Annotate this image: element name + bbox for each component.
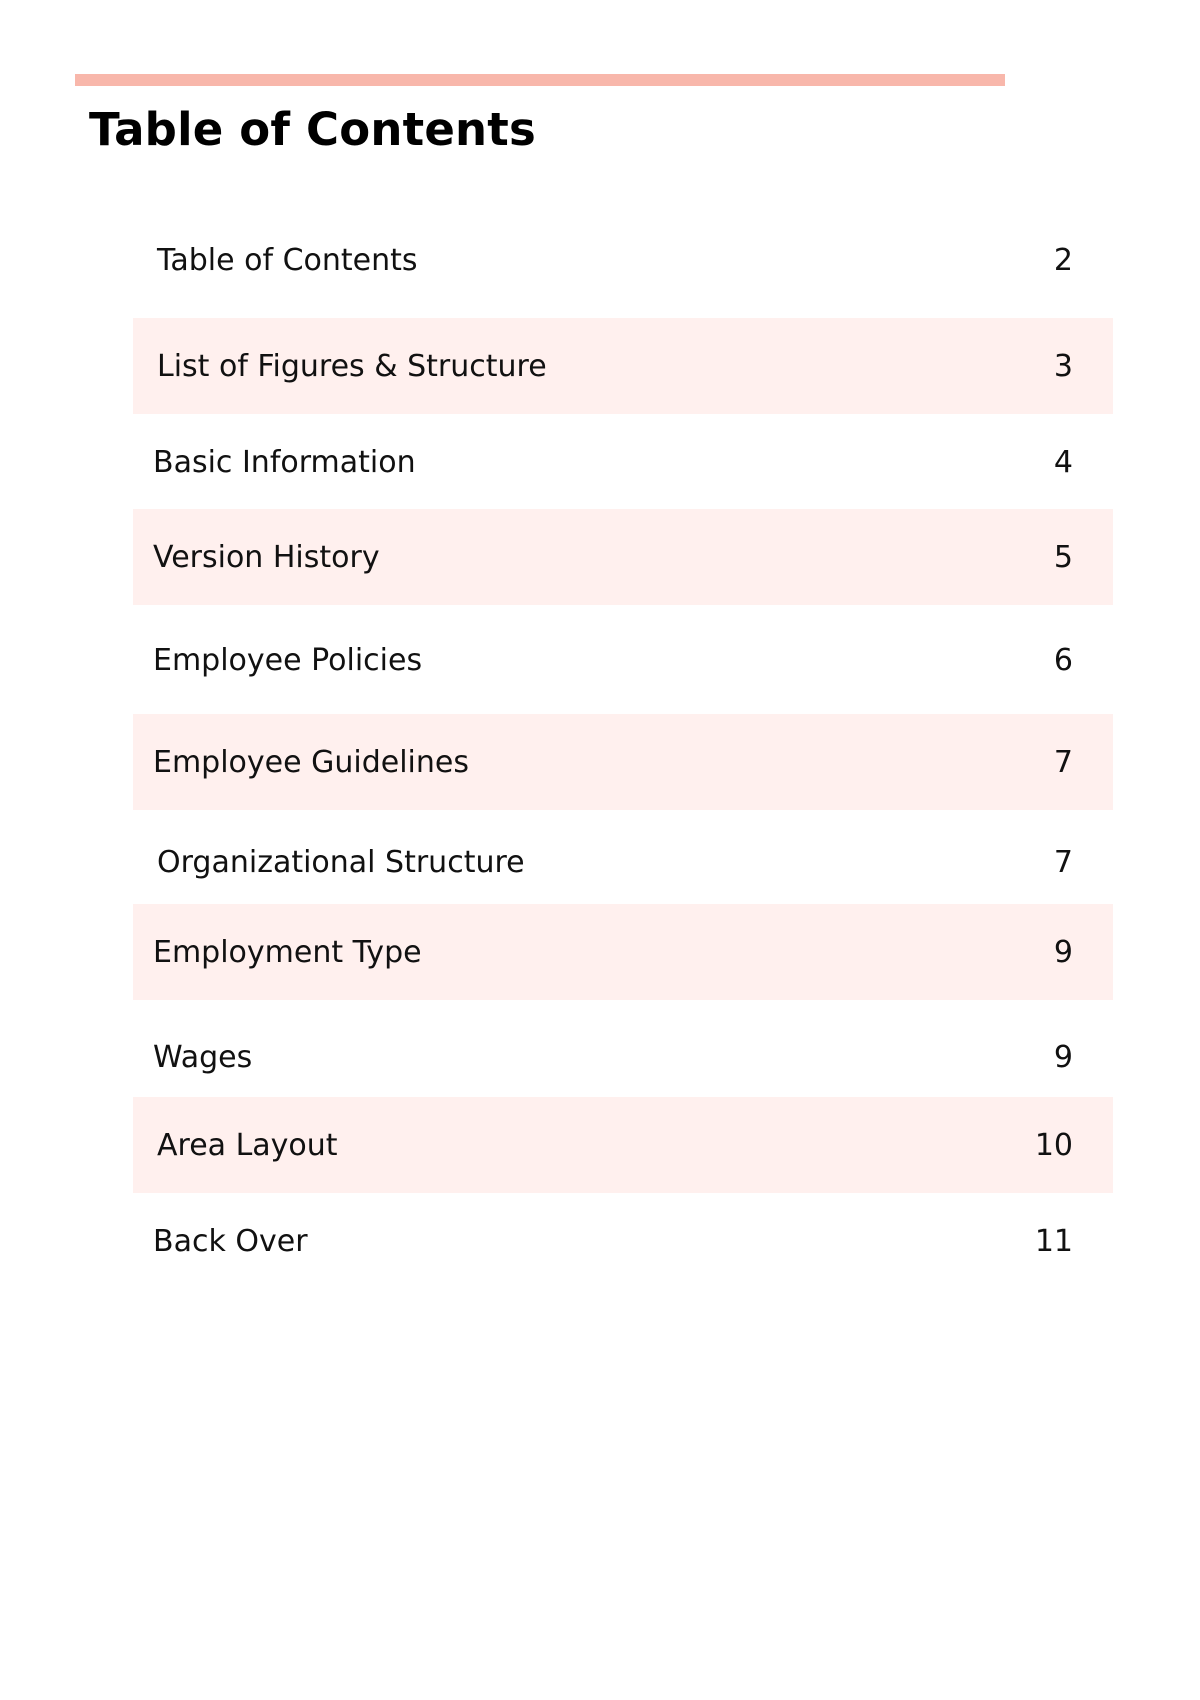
toc-entry-employee-policies[interactable] bbox=[133, 612, 1113, 708]
toc-entry-version-history[interactable] bbox=[133, 509, 1113, 605]
toc-entry-area-layout[interactable] bbox=[133, 1097, 1113, 1193]
toc-entry-page-number: 9 bbox=[1053, 1039, 1073, 1075]
toc-entry-page-number: 7 bbox=[1053, 844, 1073, 880]
toc-entry-basic-information[interactable] bbox=[133, 414, 1113, 510]
toc-entry-page-number: 2 bbox=[1053, 242, 1073, 278]
toc-entry-label: Wages bbox=[153, 1039, 253, 1075]
toc-entry-label: Area Layout bbox=[157, 1127, 338, 1163]
toc-entry-wages[interactable] bbox=[133, 1009, 1113, 1105]
toc-entry-page-number: 4 bbox=[1053, 444, 1073, 480]
toc-entry-label: Employee Guidelines bbox=[153, 744, 469, 780]
toc-entry-page-number: 9 bbox=[1053, 934, 1073, 970]
toc-entry-page-number: 11 bbox=[1034, 1223, 1073, 1259]
toc-entry-label: Employment Type bbox=[153, 934, 422, 970]
toc-entry-label: Employee Policies bbox=[153, 642, 423, 678]
toc-entry-back-over[interactable] bbox=[133, 1193, 1113, 1289]
page-title: Table of Contents bbox=[89, 103, 536, 156]
toc-entry-page-number: 10 bbox=[1034, 1127, 1073, 1163]
toc-entry-table-of-contents[interactable] bbox=[133, 212, 1113, 308]
toc-entry-organizational-structure[interactable] bbox=[133, 814, 1113, 910]
toc-entry-label: Back Over bbox=[153, 1223, 308, 1259]
toc-entry-page-number: 5 bbox=[1053, 539, 1073, 575]
toc-entry-label: Table of Contents bbox=[157, 242, 418, 278]
toc-entry-page-number: 6 bbox=[1053, 642, 1073, 678]
toc-entry-label: Basic Information bbox=[153, 444, 416, 480]
toc-entry-employee-guidelines[interactable] bbox=[133, 714, 1113, 810]
toc-entry-label: Version History bbox=[153, 539, 380, 575]
toc-entry-employment-type[interactable] bbox=[133, 904, 1113, 1000]
toc-entry-label: List of Figures & Structure bbox=[157, 348, 547, 384]
toc-entry-list-of-figures[interactable] bbox=[133, 318, 1113, 414]
toc-entry-label: Organizational Structure bbox=[157, 844, 525, 880]
toc-entry-page-number: 7 bbox=[1053, 744, 1073, 780]
toc-entry-page-number: 3 bbox=[1053, 348, 1073, 384]
